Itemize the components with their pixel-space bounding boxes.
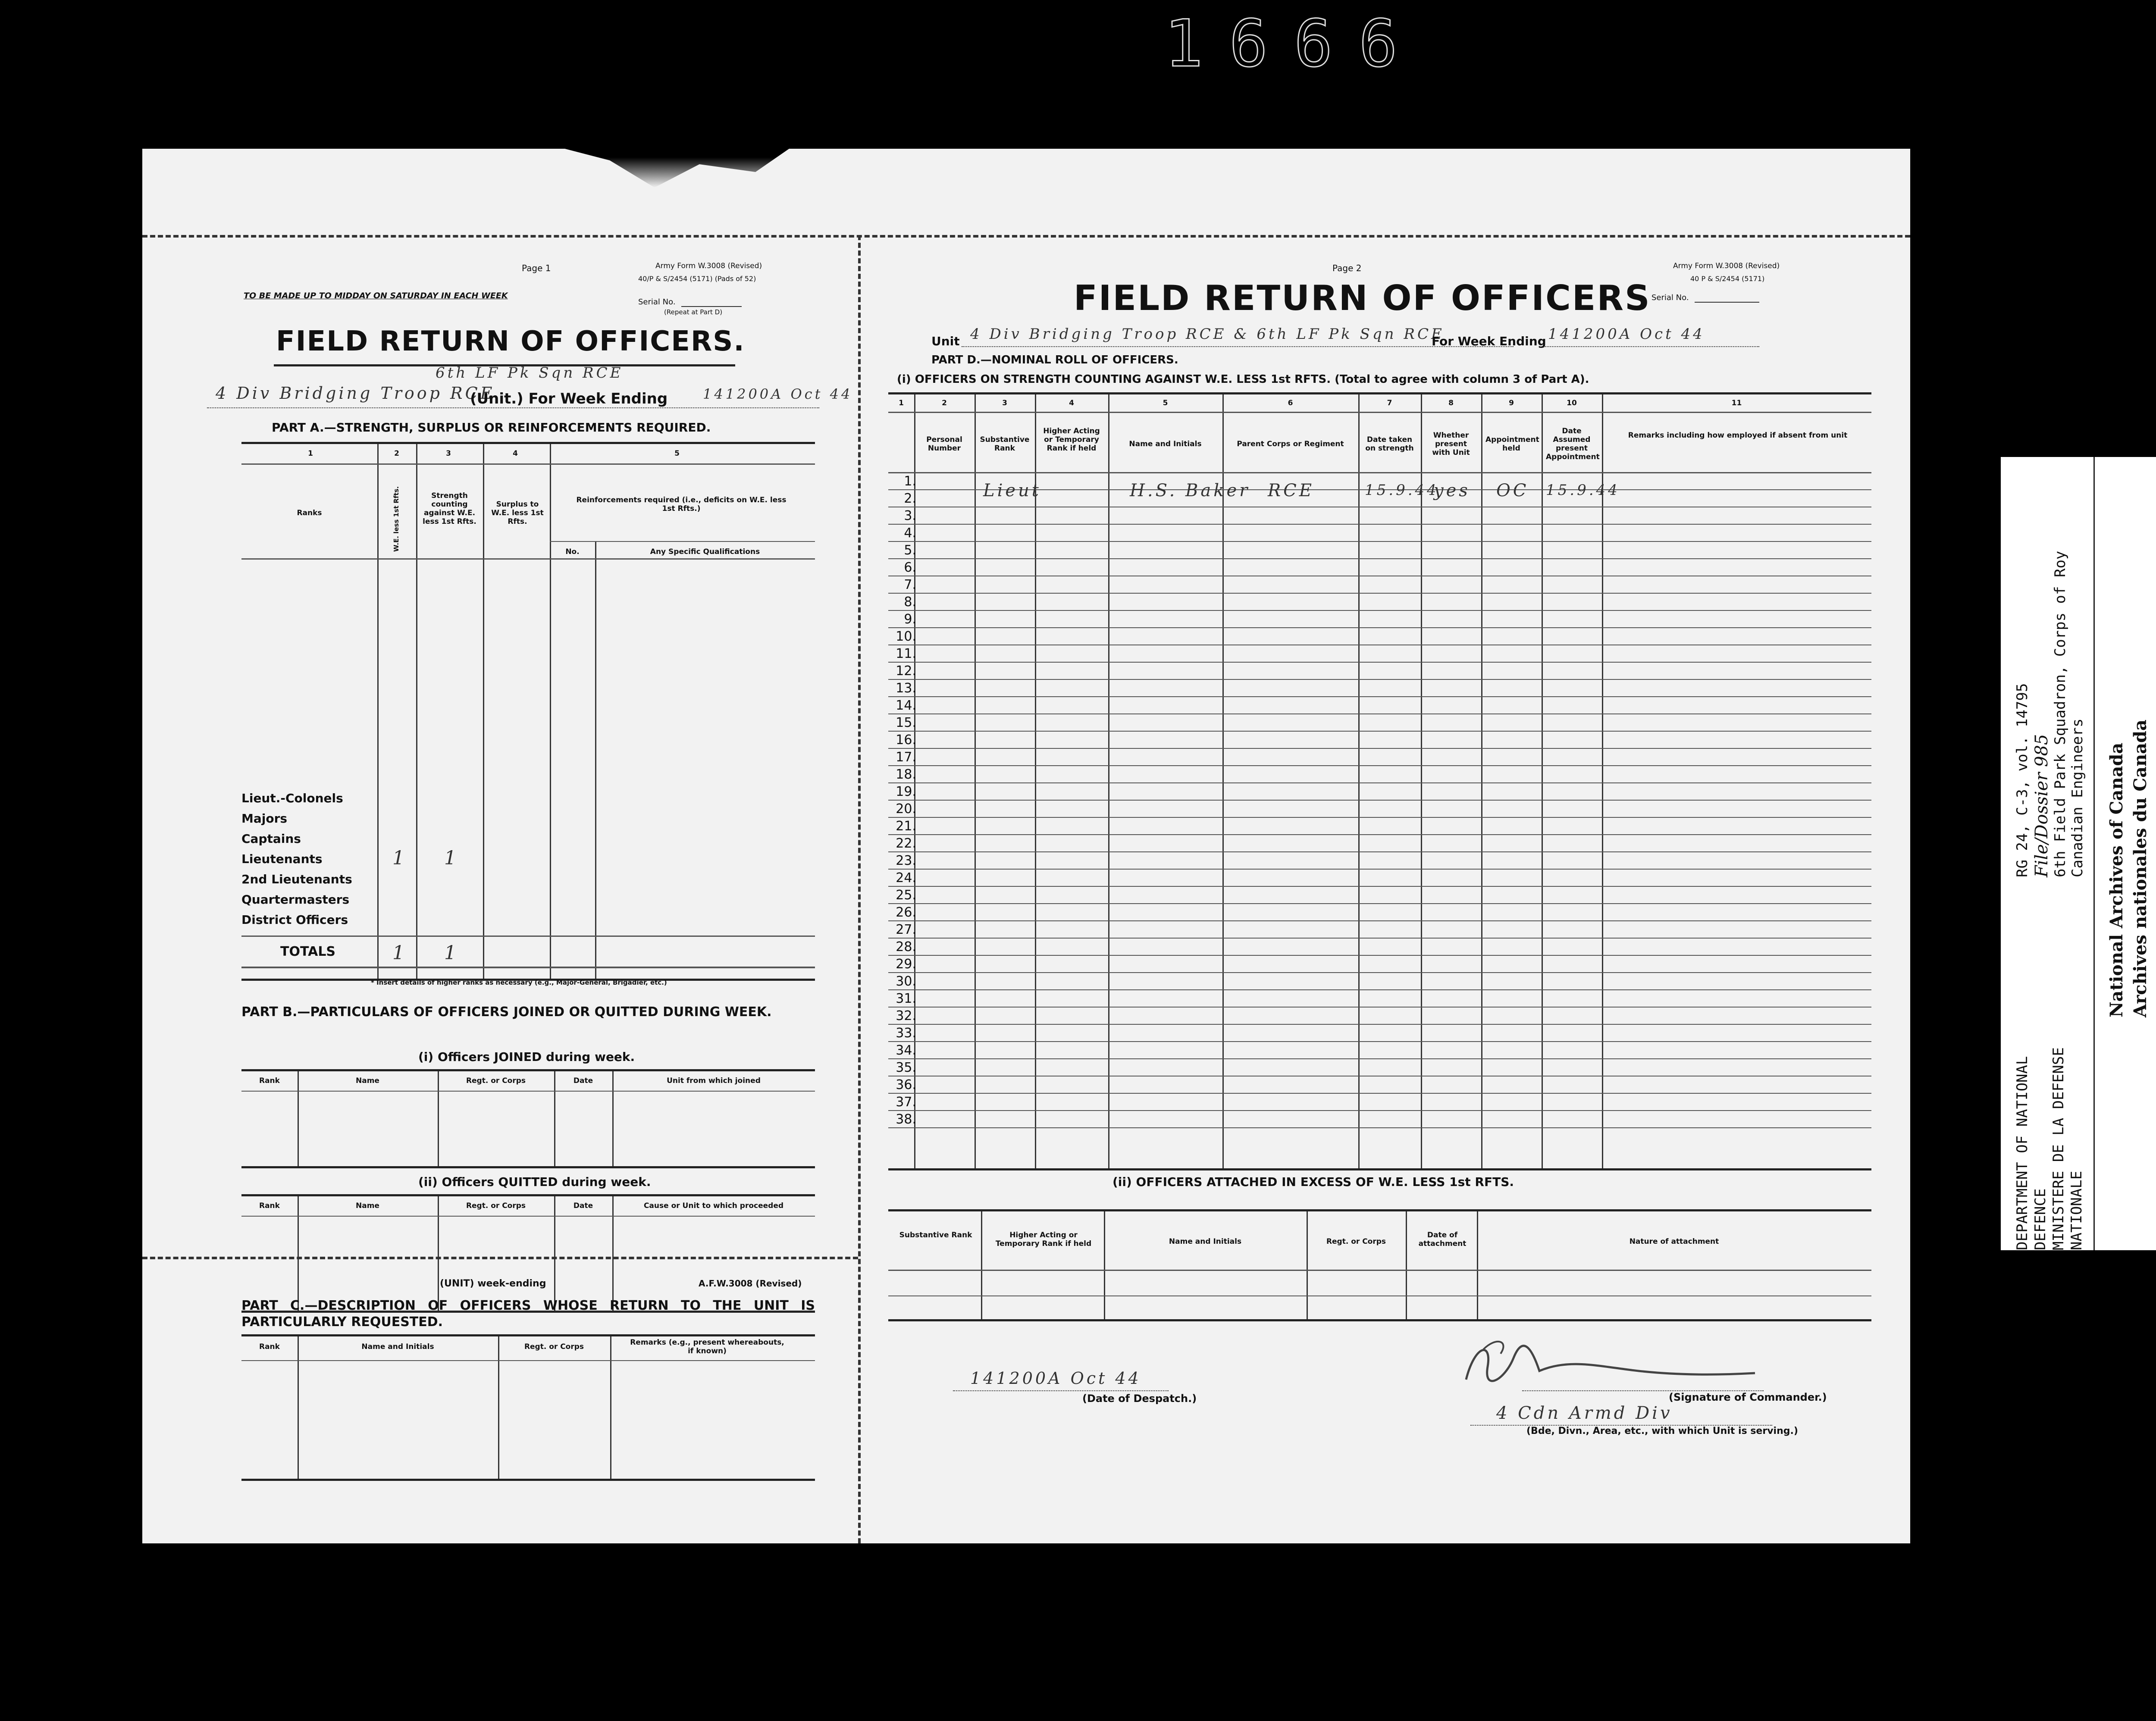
archive-ref-line1: RG 24, C-3, vol. 14795	[2014, 683, 2031, 877]
partA-header-no-text: No.	[565, 548, 580, 556]
entry-date-appt: 15.9.44	[1546, 482, 1620, 499]
archive-name-fr: Archives nationales du Canada	[2130, 720, 2150, 1017]
partD-row-line	[888, 1127, 1871, 1128]
partA-header-reinf: Reinforcements required (i.e., deficits on W.E. less 1st Rfts.)	[576, 496, 787, 513]
partD-row-line	[888, 713, 1871, 714]
partA-colnum-2: 2	[394, 449, 399, 458]
partD-row-line	[888, 834, 1871, 835]
page2-form-code: 40 P & S/2454 (5171)	[1690, 275, 1765, 283]
partD-row-number: 15.	[896, 715, 916, 730]
partD-row-line	[888, 1110, 1871, 1111]
fold-line-top	[142, 235, 1910, 238]
partD-row-line	[888, 989, 1871, 990]
quitted-header-cause: Cause or Unit to which proceeded	[643, 1202, 784, 1210]
formation-handwritten: 4 Cdn Armd Div	[1496, 1403, 1673, 1423]
partD-row-line	[888, 541, 1871, 542]
lieutenants-strength-value: 1	[444, 847, 459, 869]
partD-header-appointment: Appointment held	[1485, 435, 1539, 453]
page1-serial-line	[681, 306, 742, 307]
partD-row-number: 9.	[904, 612, 916, 627]
joined-header-name: Name	[356, 1076, 379, 1085]
partC-table	[241, 1334, 815, 1481]
partD-colnum-11: 11	[1731, 399, 1742, 407]
partD-header-acting-rank: Higher Acting or Temporary Rank if held	[1043, 427, 1100, 453]
partD-row-number: 23.	[896, 853, 916, 868]
partD-row-number: 6.	[904, 560, 916, 575]
partD-row-line	[888, 1041, 1871, 1042]
partC-header-name: Name and Initials	[361, 1342, 434, 1351]
partA-header-surplus: Surplus to W.E. less 1st Rfts.	[491, 500, 544, 526]
partD-row-line	[888, 765, 1871, 766]
partD-row-number: 33.	[896, 1026, 916, 1041]
partD-row-line	[888, 851, 1871, 852]
partD-section-i: (i) OFFICERS ON STRENGTH COUNTING AGAINST W.E. LESS 1st RFTS. (Total to agree with column 3 of Part A).	[897, 373, 1589, 386]
signature-label: (Signature of Commander.)	[1669, 1391, 1827, 1403]
partD-row-line	[888, 955, 1871, 956]
attached-header-name: Name and Initials	[1169, 1237, 1242, 1246]
page1-unit-underline	[207, 407, 819, 408]
partD-row-number: 7.	[904, 577, 916, 592]
partA-footnote: * Insert details of higher ranks as necessary (e.g., Major-General, Brigadier, etc.)	[371, 979, 667, 986]
joined-header-date: Date	[573, 1076, 593, 1085]
partA-colnum-4: 4	[513, 449, 518, 458]
section-ii-title: (ii) OFFICERS ATTACHED IN EXCESS OF W.E. LESS 1st RFTS.	[1112, 1175, 1514, 1189]
partD-colnum-9: 9	[1509, 399, 1514, 407]
rank-lieutenants: Lieutenants	[241, 852, 323, 866]
partD-row-number: 14.	[896, 698, 916, 713]
partD-colnum-2: 2	[942, 399, 947, 407]
partD-row-number: 30.	[896, 974, 916, 989]
partD-row-number: 20.	[896, 801, 916, 817]
fold-line-center	[858, 235, 861, 1543]
partD-header-corps: Parent Corps or Regiment	[1237, 440, 1344, 448]
partD-row-line	[888, 696, 1871, 697]
partD-row-line	[888, 748, 1871, 749]
partD-row-line	[888, 1007, 1871, 1008]
page2-label: Page 2	[1332, 263, 1362, 273]
partD-header-substantive-rank: Substantive Rank	[980, 435, 1030, 453]
partD-colnum-10: 10	[1567, 399, 1577, 407]
partD-row-line	[888, 731, 1871, 732]
partD-row-number: 16.	[896, 732, 916, 748]
page1-title: FIELD RETURN OF OFFICERS.	[276, 325, 745, 357]
form-sheet	[142, 149, 1910, 1543]
attached-table	[888, 1209, 1871, 1321]
partD-row-number: 12.	[896, 663, 916, 679]
partD-row-line	[888, 972, 1871, 973]
partD-row-number: 18.	[896, 767, 916, 782]
partA-header-strength: Strength counting against W.E. less 1st Rfts.	[423, 491, 476, 526]
partD-row-number: 28.	[896, 939, 916, 954]
page2-title: FIELD RETURN OF OFFICERS	[1074, 278, 1651, 318]
partD-row-number: 2.	[904, 491, 916, 506]
partD-row-number: 31.	[896, 991, 916, 1006]
joined-header-unit: Unit from which joined	[667, 1076, 761, 1085]
page2-unit-handwritten: 4 Div Bridging Troop RCE & 6th LF Pk Sqn RCE	[970, 325, 1445, 343]
partD-row-number: 26.	[896, 905, 916, 920]
partD-row-number: 17.	[896, 750, 916, 765]
partD-row-line	[888, 610, 1871, 611]
attached-header-date: Date of attachment	[1418, 1231, 1467, 1248]
partD-header-personal-number: Personal Number	[926, 435, 962, 453]
partB-joined-title: (i) Officers JOINED during week.	[418, 1050, 635, 1064]
partD-colnum-7: 7	[1387, 399, 1392, 407]
partD-colnum-6: 6	[1288, 399, 1293, 407]
partD-header-remarks: Remarks including how employed if absent from unit	[1628, 431, 1848, 440]
torn-edge	[565, 149, 789, 188]
page2-week-label: For Week Ending	[1432, 334, 1546, 348]
quitted-header-date: Date	[573, 1202, 593, 1210]
partD-row-line	[888, 938, 1871, 939]
partD-row-number: 35.	[896, 1060, 916, 1075]
partC-header-remarks: Remarks (e.g., present whereabouts, if known)	[630, 1338, 784, 1355]
archive-name-en: National Archives of Canada	[2106, 742, 2127, 1017]
partC-unit-label: (UNIT) week-ending	[440, 1278, 546, 1289]
partD-row-number: 24.	[896, 870, 916, 886]
attached-header-nature: Nature of attachment	[1629, 1237, 1719, 1246]
rank-2nd-lieutenants: 2nd Lieutenants	[241, 872, 352, 886]
partD-row-number: 1.	[904, 474, 916, 489]
partD-title: PART D.—NOMINAL ROLL OF OFFICERS.	[931, 354, 1178, 366]
page2-week-line	[1544, 346, 1759, 347]
partD-row-line	[888, 627, 1871, 628]
partA-colnum-5: 5	[674, 449, 680, 458]
partD-row-number: 19.	[896, 784, 916, 799]
page1-unit-handwritten-2: 6th LF Pk Sqn RCE	[436, 364, 624, 382]
partD-row-number: 25.	[896, 888, 916, 903]
rank-lieut-colonels: Lieut.-Colonels	[241, 791, 343, 805]
partD-row-number: 11.	[896, 646, 916, 661]
partA-table	[241, 442, 815, 981]
partD-row-number: 37.	[896, 1095, 916, 1110]
lieutenants-we-value: 1	[392, 847, 407, 869]
archive-ref-line3: 6th Field Park Squadron, Corps of Roy	[2052, 551, 2069, 877]
partD-header-present: Whether present with Unit	[1432, 431, 1470, 457]
archive-card-divider	[2093, 457, 2095, 1250]
partD-header-name: Name and Initials	[1129, 440, 1202, 448]
partD-row-number: 36.	[896, 1077, 916, 1092]
partD-row-number: 22.	[896, 836, 916, 851]
entry-appointment: OC	[1496, 481, 1529, 501]
despatch-date-handwritten: 141200A Oct 44	[970, 1369, 1141, 1388]
rank-quartermasters: Quartermasters	[241, 892, 350, 907]
partD-colnum-8: 8	[1448, 399, 1454, 407]
partD-row-number: 34.	[896, 1043, 916, 1058]
attached-header-subst-rank: Substantive Rank	[899, 1231, 972, 1239]
partD-row-line	[888, 817, 1871, 818]
partD-row-number: 4.	[904, 526, 916, 541]
partD-row-number: 21.	[896, 819, 916, 834]
partA-title: PART A.—STRENGTH, SURPLUS OR REINFORCEMENTS REQUIRED.	[272, 420, 711, 435]
partD-row-number: 8.	[904, 595, 916, 610]
rank-captains: Captains	[241, 832, 301, 846]
partD-header-date-appt: Date Assumed present Appointment	[1546, 427, 1600, 461]
joined-header-rank: Rank	[259, 1076, 280, 1085]
partD-colnum-3: 3	[1002, 399, 1007, 407]
partB-quitted-title: (ii) Officers QUITTED during week.	[418, 1175, 651, 1189]
page2-week-handwritten: 141200A Oct 44	[1548, 325, 1705, 343]
despatch-label: (Date of Despatch.)	[1082, 1392, 1197, 1405]
formation-label: (Bde, Divn., Area, etc., with which Unit is serving.)	[1526, 1426, 1798, 1436]
partD-row-line	[888, 524, 1871, 525]
partC-header-corps: Regt. or Corps	[524, 1342, 584, 1351]
partD-row-number: 5.	[904, 543, 916, 558]
page1-instruction: TO BE MADE UP TO MIDDAY ON SATURDAY IN EACH WEEK	[244, 291, 508, 300]
entry-present: yes	[1434, 481, 1470, 501]
despatch-line	[953, 1390, 1169, 1391]
partD-row-line	[888, 679, 1871, 680]
partA-header-ranks: Ranks	[297, 509, 322, 517]
partD-colnum-5: 5	[1163, 399, 1168, 407]
partD-row-number: 10.	[896, 629, 916, 644]
partD-row-number: 3.	[904, 508, 916, 523]
page1-unit-handwritten: 4 Div Bridging Troop RCE	[216, 384, 495, 403]
entry-date-tos: 15.9.44	[1365, 482, 1439, 499]
page2-unit-line	[962, 346, 1514, 347]
page2-serial-label: Serial No.	[1651, 293, 1689, 302]
partD-table	[888, 392, 1871, 1170]
joined-header-corps: Regt. or Corps	[466, 1076, 526, 1085]
partD-row-line	[888, 800, 1871, 801]
quitted-header-name: Name	[356, 1202, 379, 1210]
page1-serial-note: (Repeat at Part D)	[664, 308, 723, 316]
page2-unit-label: Unit	[931, 334, 960, 348]
attached-header-acting-rank: Higher Acting or Temporary Rank if held	[995, 1231, 1092, 1248]
partD-row-line	[888, 1058, 1871, 1059]
partD-colnum-1: 1	[899, 399, 904, 407]
totals-label: TOTALS	[280, 944, 336, 959]
partD-row-line	[888, 558, 1871, 559]
page1-week-handwritten: 141200A Oct 44	[703, 386, 853, 402]
entry-corps: RCE	[1268, 481, 1314, 501]
page1-serial-label: Serial No.	[638, 297, 676, 307]
quitted-table	[241, 1194, 815, 1313]
partD-row-number: 13.	[896, 681, 916, 696]
partD-row-number: 29.	[896, 957, 916, 972]
page2-serial-line	[1695, 302, 1759, 303]
dept-line1: DEPARTMENT OF NATIONAL	[2014, 1056, 2031, 1250]
dept-line4: NATIONALE	[2068, 1170, 2085, 1250]
archive-label-card	[2001, 457, 2156, 1250]
partA-colnum-1: 1	[308, 449, 313, 458]
totals-strength-value: 1	[444, 942, 459, 964]
partA-header-we: W.E. less 1st Rfts.	[392, 486, 400, 552]
page1-label: Page 1	[522, 263, 551, 273]
quitted-header-rank: Rank	[259, 1202, 280, 1210]
page1-unit-label: (Unit.) For Week Ending	[470, 390, 668, 407]
rank-district-officers: District Officers	[241, 913, 348, 927]
partD-row-number: 27.	[896, 922, 916, 937]
partD-header-date-tos: Date taken on strength	[1365, 435, 1414, 453]
page1-form-code: 40/P & S/2454 (5171) (Pads of 52)	[638, 275, 756, 283]
partB-title: PART B.—PARTICULARS OF OFFICERS JOINED OR QUITTED DURING WEEK.	[241, 1004, 772, 1020]
commander-signature	[1457, 1332, 1759, 1388]
page2-form-id: Army Form W.3008 (Revised)	[1673, 262, 1780, 270]
entry-rank: Lieut	[983, 481, 1041, 501]
page1-form-id: Army Form W.3008 (Revised)	[655, 262, 762, 270]
archive-ref-line2: File/Dossier 985	[2032, 734, 2052, 877]
partD-row-line	[888, 782, 1871, 783]
entry-name: H.S. Baker	[1130, 481, 1250, 501]
partD-row-line	[888, 1093, 1871, 1094]
partA-colnum-3: 3	[446, 449, 451, 458]
partD-row-number: 38.	[896, 1112, 916, 1127]
partA-header-qual: Any Specific Qualifications	[650, 548, 760, 556]
partD-row-number: 32.	[896, 1008, 916, 1023]
partC-form-id: A.F.W.3008 (Revised)	[699, 1278, 802, 1289]
rank-majors: Majors	[241, 811, 288, 826]
dept-line3: MINISTERE DE LA DEFENSE	[2050, 1047, 2067, 1250]
dept-line2: DEFENCE	[2032, 1188, 2049, 1250]
totals-we-value: 1	[392, 942, 407, 964]
partD-row-line	[888, 662, 1871, 663]
partD-row-line	[888, 903, 1871, 904]
partD-row-line	[888, 886, 1871, 887]
partC-title-line1: PART C.—DESCRIPTION OF OFFICERS WHOSE RETURN TO THE UNIT IS PARTICULARLY REQUESTED.	[241, 1298, 815, 1330]
partD-row-line	[888, 1024, 1871, 1025]
joined-table	[241, 1069, 815, 1168]
archive-ref-line4: Canadian Engineers	[2069, 718, 2086, 877]
quitted-header-corps: Regt. or Corps	[466, 1202, 526, 1210]
partD-row-line	[888, 593, 1871, 594]
partD-row-line	[888, 920, 1871, 921]
partD-colnum-4: 4	[1069, 399, 1074, 407]
partC-header-rank: Rank	[259, 1342, 280, 1351]
attached-header-corps: Regt. or Corps	[1326, 1237, 1386, 1246]
partD-row-line	[888, 869, 1871, 870]
frame-number: 1666	[1164, 6, 1424, 81]
